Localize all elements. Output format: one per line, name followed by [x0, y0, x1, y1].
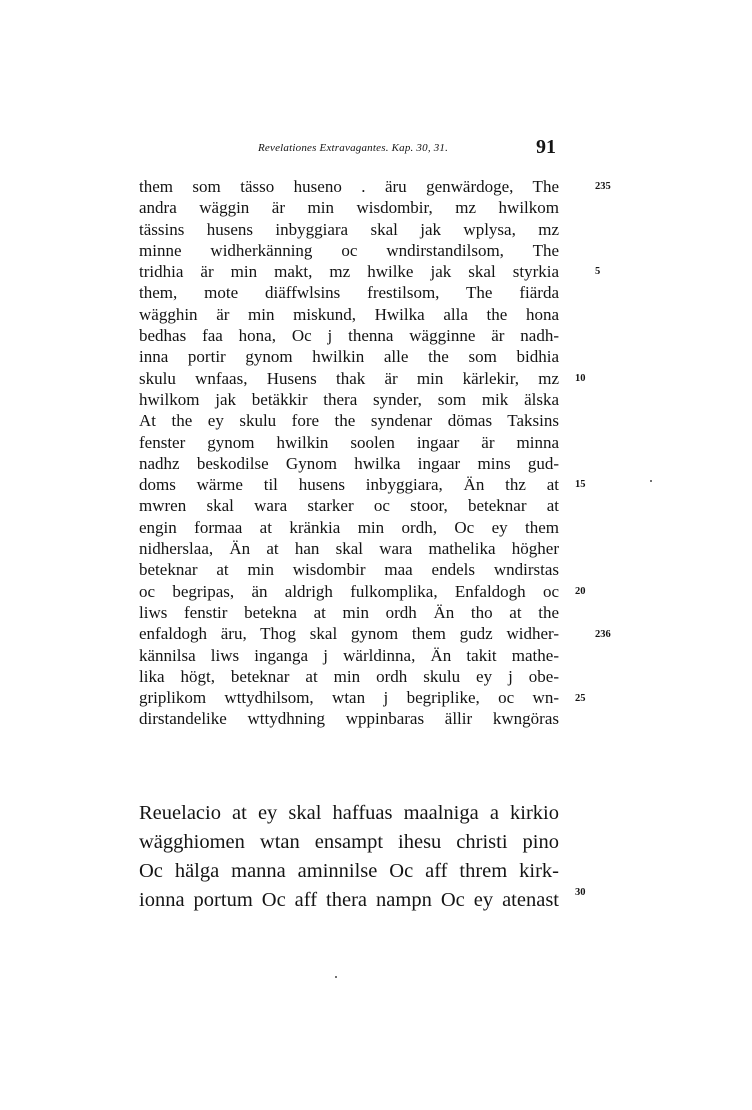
- text-line: engin formaa at kränkia min ordh, Oc ey them: [139, 517, 559, 537]
- text-line: minne widherkänning oc wndirstandilsom, The: [139, 240, 559, 260]
- text-line: beteknar at min wisdombir maa endels wndirstas: [139, 560, 559, 580]
- text-line: tässins husens inbyggiara skal jak wplysa, mz: [139, 219, 559, 239]
- heading-line: wägghiomen wtan ensampt ihesu christi pino: [139, 831, 559, 853]
- running-title: Revelationes Extravagantes. Kap. 30, 31.: [258, 142, 449, 154]
- text-line: wägghin är min miskund, Hwilka alla the hona: [139, 304, 559, 324]
- margin-line-number-30: 30: [575, 887, 586, 898]
- text-line: inna portir gynom hwilkin alle the som bidhia: [139, 347, 559, 367]
- text-line: hwilkom jak betäkkir thera synder, som mik älska: [139, 389, 559, 409]
- text-line: andra wäggin är min wisdombir, mz hwilkom: [139, 198, 559, 218]
- text-line: lika högt, beteknar at min ordh skulu ey j obe-: [139, 666, 559, 686]
- section-heading: [139, 799, 559, 915]
- text-line: dirstandelike wttydhning wppinbaras ällir kwngöras: [139, 709, 559, 729]
- heading-line: Oc hälga manna aminnilse Oc aff threm kirk-: [139, 860, 559, 882]
- heading-line: Reuelacio at ey skal haffuas maalniga a kirkio: [139, 802, 559, 824]
- text-line: kännilsa liws inganga j wärldinna, Än takit mathe-: [139, 645, 559, 665]
- text-line: liws fenstir betekna at min ordh Än tho at the: [139, 602, 559, 622]
- margin-line-number-15: 15: [575, 479, 586, 490]
- heading-line: ionna portum Oc aff thera nampn Oc ey atenast: [139, 889, 559, 911]
- margin-number-235: 235: [595, 181, 611, 192]
- text-line: mwren skal wara starker oc stoor, beteknar at: [139, 496, 559, 516]
- text-line: oc begripas, än aldrigh fulkomplika, Enfaldogh oc: [139, 581, 559, 601]
- print-speck: [335, 976, 337, 978]
- margin-line-number-5: 5: [595, 266, 601, 277]
- print-speck: [650, 480, 652, 482]
- margin-line-number-20: 20: [575, 586, 586, 597]
- text-line: doms wärme til husens inbyggiara, Än thz at: [139, 475, 559, 495]
- text-line: tridhia är min makt, mz hwilke jak skal styrkia: [139, 262, 559, 282]
- main-text: [139, 176, 559, 730]
- margin-line-number-10: 10: [575, 373, 586, 384]
- text-line: skulu wnfaas, Husens thak är min kärlekir, mz: [139, 368, 559, 388]
- text-line: nadhz beskodilse Gynom hwilka ingaar mins gud-: [139, 453, 559, 473]
- text-line: nidherslaa, Än at han skal wara mathelika högher: [139, 539, 559, 559]
- text-line: them, mote diäffwlsins frestilsom, The fiärda: [139, 283, 559, 303]
- text-line: fenster gynom hwilkin soolen ingaar är minna: [139, 432, 559, 452]
- margin-number-236: 236: [595, 629, 611, 640]
- text-line: them som tässo huseno . äru genwärdoge, The: [139, 177, 559, 196]
- text-line: At the ey skulu fore the syndenar dömas Taksins: [139, 411, 559, 431]
- margin-line-number-25: 25: [575, 693, 586, 704]
- text-line: bedhas faa hona, Oc j thenna wägginne är nadh-: [139, 326, 559, 346]
- page-number: 91: [536, 136, 556, 158]
- text-line: enfaldogh äru, Thog skal gynom them gudz widher-: [139, 624, 559, 644]
- text-line: griplikom wttydhilsom, wtan j begriplike, oc wn-: [139, 688, 559, 708]
